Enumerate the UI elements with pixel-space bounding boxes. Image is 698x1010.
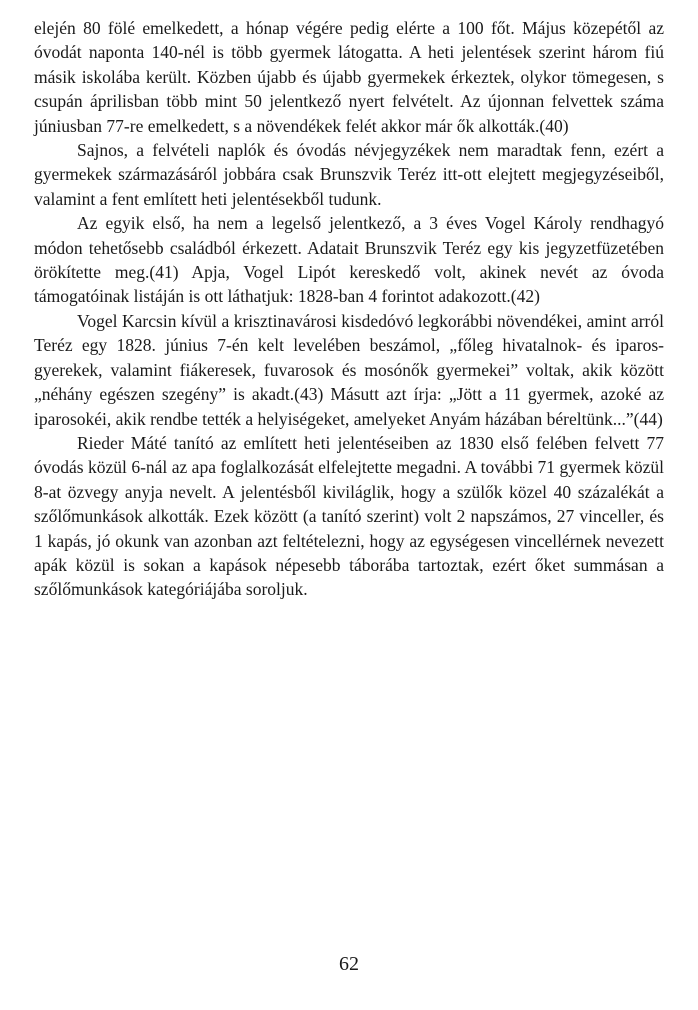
paragraph-vogel-karoly: Az egyik első, ha nem a legelső jelentkező, a 3 éves Vogel Károly rendhagyó módon tehetősebb családból érkezett. Adatait Brunszvik Teréz egy kis jegyzetfüzetében örökítette meg.(41) Apja, Vogel Lipót kereskedő volt, akinek nevét az óvoda támogatóinak listáján is ott láthatjuk: 1828-ban 4 forintot adakozott.(42) (34, 213, 664, 307)
paragraph-continuation: elején 80 fölé emelkedett, a hónap végére pedig elérte a 100 főt. Május közepétől az óvodát naponta 140-nél is több gyermek látogatta. A heti jelentések szerint három fiú másik iskolába került. Közben újabb és újabb gyermekek érkeztek, olykor tömegesen, s csupán áprilisban több mint 50 jelentkező nyert felvételt. Az újonnan felvettek száma júniusban 77-re emelkedett, s a növendékek felét akkor már ők alkották.(40) (34, 18, 664, 136)
paragraph-pupils-origin: Vogel Karcsin kívül a krisztinavárosi kisdedóvó legkorábbi növendékei, amint arról Teréz egy 1828. június 7-én kelt levelében beszámol, „főleg hivatalnok- és iparos-gyerekek, valamint fiákeresek, fuvarosok és mosónők gyermekei” voltak, akik között „néhány egészen szegény” is akadt.(43) Másutt azt írja: „Jött a 11 gyermek, azoké az iparosokéi, akik rendbe tették a helyiségeket, amelyeket Anyám házában béreltünk...”(44) (34, 310, 664, 429)
paragraph-rieder-report: Rieder Máté tanító az említett heti jelentéseiben az 1830 első felében felvett 77 óvodás közül 6-nál az apa foglalkozását elfelejtette megadni. A további 71 gyermek közül 8-at özvegy anyja nevelt. A jelentésből kiviláglik, hogy a szülők közel 40 százalékát a szőlőmunkások alkották. Ezek között (a tanító szerint) volt 2 napszámos, 27 vinceller, és 1 kapás, jó okunk van azonban azt feltételezni, hogy az egységesen vincellérnek nevezett apák közül is sokan a kapások népesebb táborába tartoztak, ezért őket summásan a szőlőmunkások kategóriájába soroljuk. (34, 432, 664, 600)
paragraph-sources: Sajnos, a felvételi naplók és óvodás névjegyzékek nem maradtak fenn, ezért a gyermekek származásáról jobbára csak Brunszvik Teréz itt-ott elejtett megjegyzéseiből, valamint a fent említett heti jelentésekből tudunk. (34, 140, 664, 209)
page-number: 62 (339, 953, 359, 975)
page-body (34, 16, 664, 602)
